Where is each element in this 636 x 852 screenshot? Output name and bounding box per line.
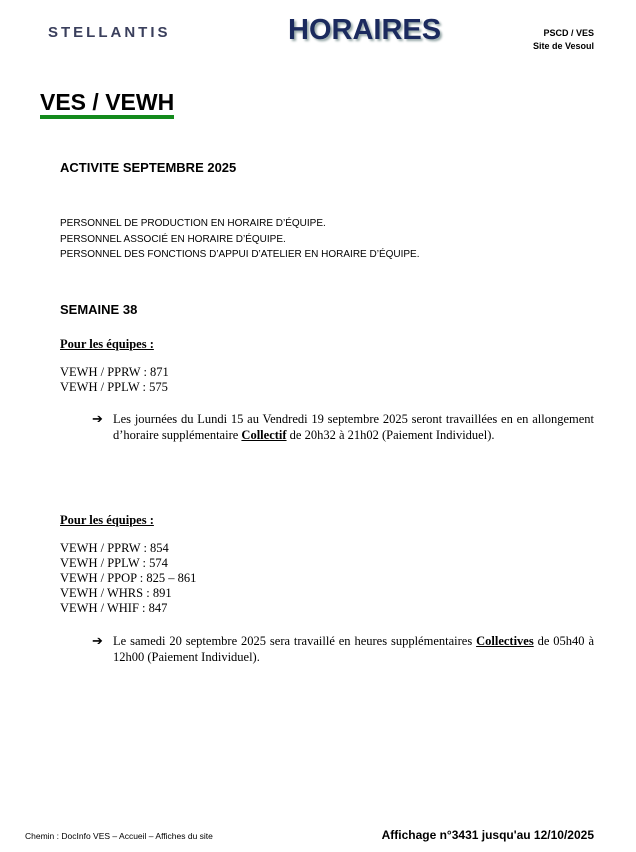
section-heading: VES / VEWH xyxy=(40,90,174,119)
team-item: VEWH / PPLW : 575 xyxy=(60,380,168,394)
team-list xyxy=(60,365,169,395)
footer-display: Affichage n°3431 jusqu'au 12/10/2025 xyxy=(381,828,594,842)
stellantis-logo: STELLANTIS xyxy=(48,24,171,41)
personnel-line: PERSONNEL DE PRODUCTION EN HORAIRE D’ÉQUIPE. xyxy=(60,218,326,229)
footer-path: Chemin : DocInfo VES – Accueil – Affiches du site xyxy=(25,831,213,841)
team-item: VEWH / WHRS : 891 xyxy=(60,586,172,600)
personnel-list xyxy=(60,216,420,263)
note-emphasis: Collectives xyxy=(476,634,534,648)
note-text: de 05h40 à 12h00 (Paiement Individuel). xyxy=(113,634,594,664)
schedule-note xyxy=(92,633,594,665)
team-list xyxy=(60,541,196,616)
arrow-icon: ➔ xyxy=(92,411,103,426)
document-title: HORAIRES xyxy=(288,14,442,46)
team-item: VEWH / PPRW : 871 xyxy=(60,365,169,379)
note-text: Le samedi 20 septembre 2025 sera travaillé en heures supplémentaires xyxy=(113,634,477,648)
note-emphasis: Collectif xyxy=(241,428,287,442)
teams-label: Pour les équipes : xyxy=(60,513,154,527)
note-text: de 20h32 à 21h02 (Paiement Individuel). xyxy=(286,428,495,442)
site-info xyxy=(533,27,594,53)
arrow-icon: ➔ xyxy=(92,633,103,648)
personnel-line: PERSONNEL ASSOCIÉ EN HORAIRE D’ÉQUIPE. xyxy=(60,233,286,245)
site-label: Site de Vesoul xyxy=(532,41,594,51)
schedule-note xyxy=(92,411,594,443)
team-item: VEWH / WHIF : 847 xyxy=(60,601,168,615)
personnel-line: PERSONNEL DES FONCTIONS D’APPUI D’ATELIER EN HORAIRE D’ÉQUIPE. xyxy=(60,249,420,260)
week-title: SEMAINE 38 xyxy=(60,302,138,317)
note-text: Les journées du Lundi 15 au Vendredi 19 septembre 2025 seront travaillées en en allongement d’horaire supplémentaire xyxy=(113,412,594,442)
teams-label: Pour les équipes : xyxy=(60,337,154,351)
dept-label: PSCD / VES xyxy=(543,28,594,38)
team-item: VEWH / PPRW : 854 xyxy=(60,541,169,555)
team-item: VEWH / PPOP : 825 – 861 xyxy=(60,571,197,585)
team-item: VEWH / PPLW : 574 xyxy=(60,556,168,570)
activity-title: ACTIVITE SEPTEMBRE 2025 xyxy=(60,160,237,175)
